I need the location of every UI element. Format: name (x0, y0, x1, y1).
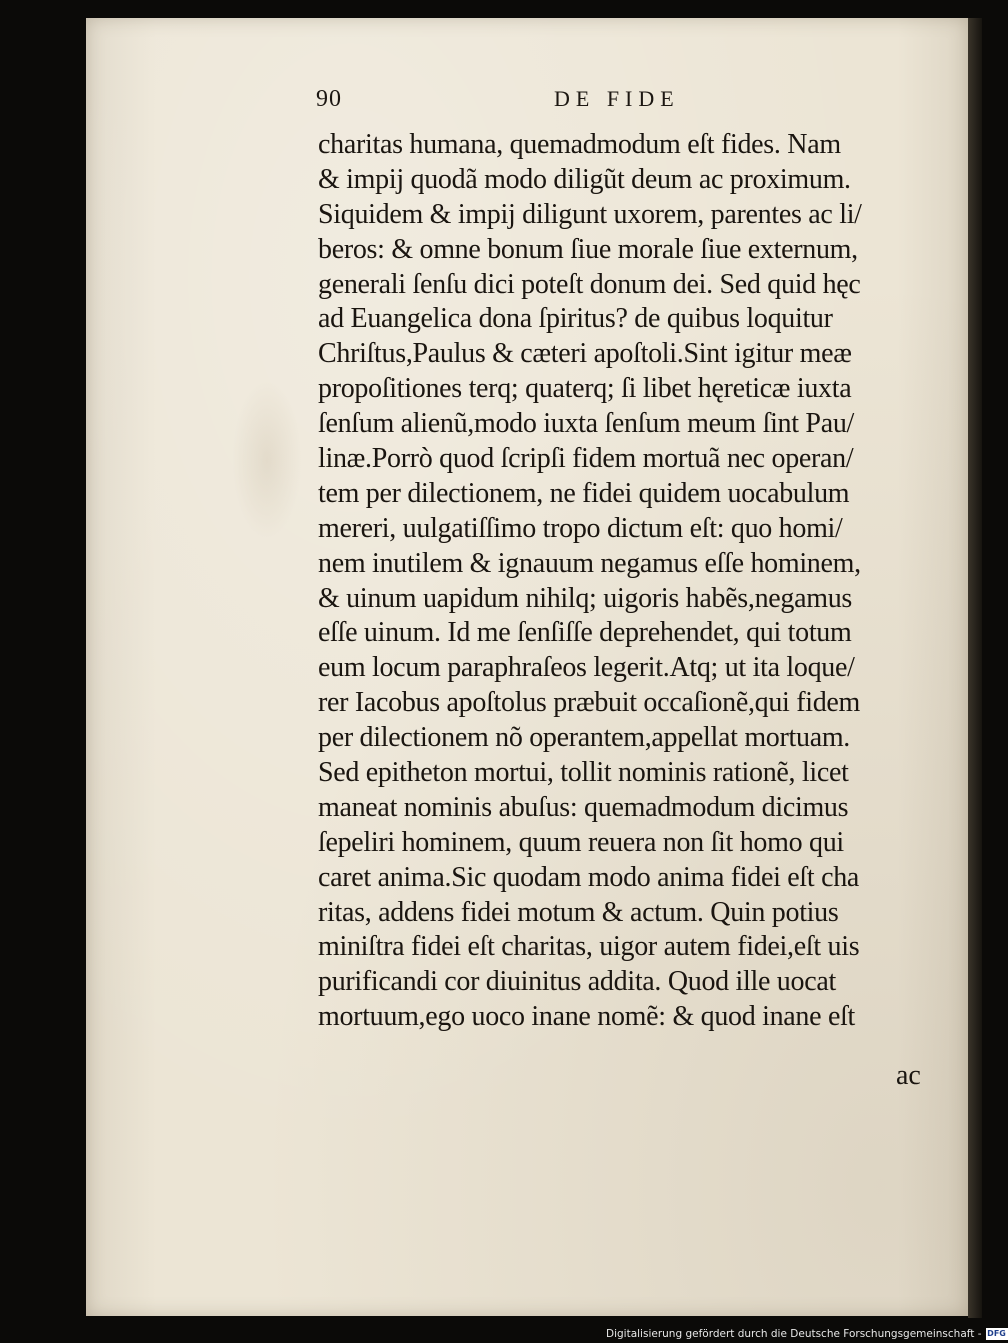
text-line: generali ſenſu dici poteſt donum dei. Sed quid hęc (318, 268, 861, 300)
text-line: ſepeliri hominem, quum reuera non ſit homo qui (318, 826, 844, 858)
text-line: mortuum,ego uoco inane nomẽ: & quod inane eſt (318, 1001, 856, 1033)
text-line: tem per dilectionem, ne fidei quidem uocabulum (318, 477, 850, 509)
text-line: miniſtra fidei eſt charitas, uigor autem fidei,eſt uis (318, 931, 860, 963)
page-edge-shadow (968, 18, 982, 1318)
text-line: eſſe uinum. Id me ſenſiſſe deprehendet, qui totum (318, 617, 852, 649)
text-line: mereri, uulgatiſſimo tropo dictum eſt: quo homi/ (318, 512, 843, 544)
text-line: Chriſtus,Paulus & cæteri apoſtoli.Sint igitur meæ (318, 338, 852, 370)
text-line: maneat nominis abuſus: quemadmodum dicimus (318, 791, 849, 823)
text-line: Siquidem & impij diligunt uxorem, parentes ac li/ (318, 198, 862, 230)
text-line: beros: & omne bonum ſiue morale ſiue externum, (318, 233, 858, 265)
text-line: eum locum paraphraſeos legerit.Atq; ut ita loque/ (318, 652, 855, 684)
text-line: linæ.Porrò quod ſcripſi fidem mortuã nec operan/ (318, 443, 854, 475)
running-head (316, 86, 696, 116)
text-line: nem inutilem & ignauum negamus eſſe hominem, (318, 547, 861, 579)
text-line: ritas, addens fidei motum & actum. Quin potius (318, 896, 839, 928)
show-through-stain (232, 380, 302, 540)
text-line: Sed epitheton mortui, tollit nominis rationẽ, licet (318, 757, 849, 789)
text-line: ad Euangelica dona ſpiritus? de quibus loquitur (318, 303, 833, 335)
text-line: caret anima.Sic quodam modo anima fidei eſt cha (318, 861, 860, 893)
text-line: ſenſum alienũ,modo iuxta ſenſum meum ſint Pau/ (318, 408, 855, 440)
digitization-credit (606, 1326, 1008, 1342)
dfg-logo-icon: DFG (987, 1329, 1006, 1338)
text-line: & impij quodã modo diligũt deum ac proximum. (318, 163, 851, 195)
text-line: & uinum uapidum nihilq; uigoris habẽs,negamus (318, 582, 853, 614)
text-line: propoſitiones terq; quaterq; ſi libet hęreticæ iuxta (318, 373, 852, 405)
running-head-title: DE FIDE (554, 86, 680, 111)
text-line: per dilectionem nõ operantem,appellat mortuam. (318, 722, 851, 754)
text-line: purificandi cor diuinitus addita. Quod ille uocat (318, 966, 836, 998)
text-line: rer Iacobus apoſtolus præbuit occaſionẽ,qui fidem (318, 687, 861, 719)
page-number: 90 (316, 86, 342, 112)
text-line: charitas humana, quemadmodum eſt fides. Nam (318, 129, 841, 160)
catchword: ac (896, 1060, 921, 1091)
credit-text: Digitalisierung gefördert durch die Deutsche Forschungsgemeinschaft - (606, 1328, 982, 1340)
body-text (318, 128, 938, 1035)
